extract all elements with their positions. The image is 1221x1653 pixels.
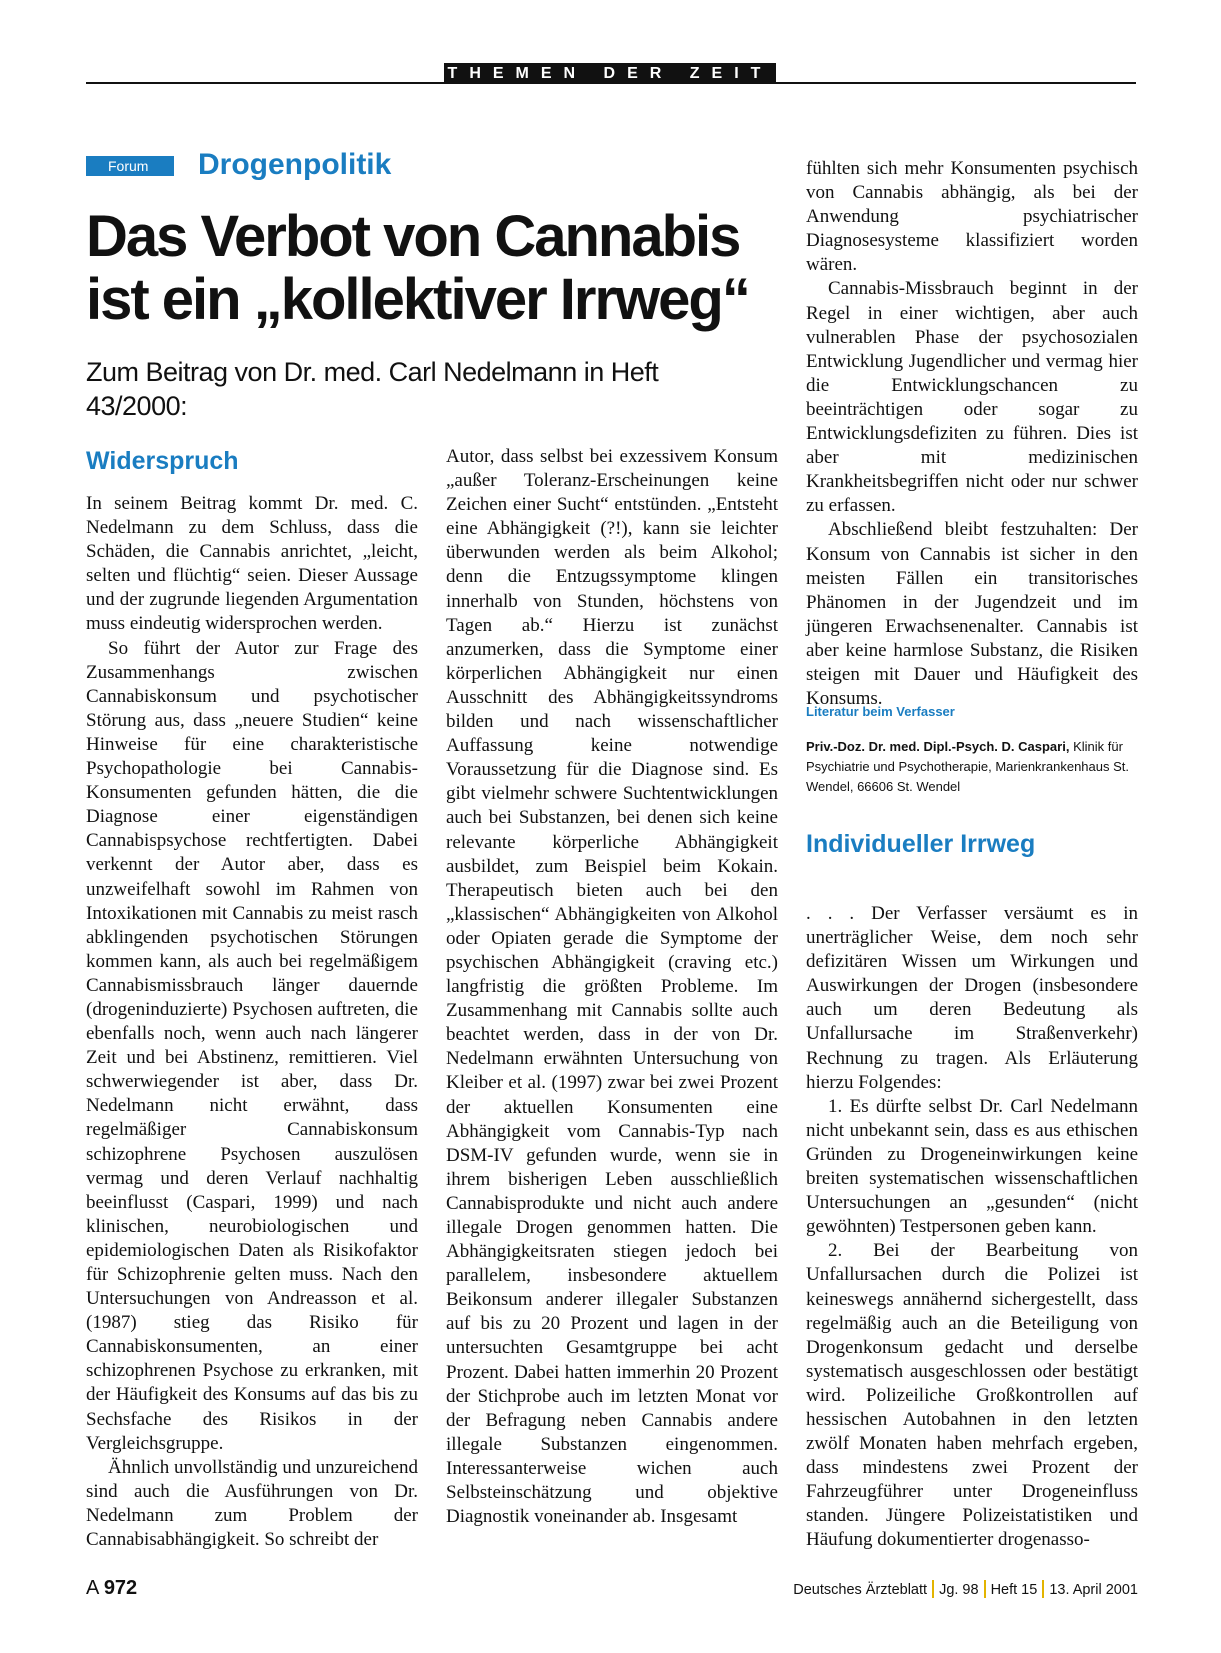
paragraph: So führt der Autor zur Frage des Zusammenhangs zwischen Cannabiskonsum und psychotischer Störung aus, dass „neuere Studien“ keine Hinweise für eine charakteristische Psychopathologie bei Cannabis-Konsumenten gefunden hätten, die die Diagnose einer eigenständigen Cannabispsychose rechtfertigten. Dabei verkennt der Autor aber, dass es unzweifelhaft sowohl im Rahmen von Intoxikationen mit Cannabis zu meist rasch abklingenden psychotischen Störungen kommen kann, als auch bei regelmäßigem Cannabismissbrauch länger dauernde (drogeninduzierte) Psychosen auftreten, die ebenfalls noch, wenn auch nach längerer Zeit und bei Abstinenz, remittieren. Viel schwerwiegender ist aber, dass Dr. Nedelmann nicht erwähnt, dass regelmäßiger Cannabiskonsum schizophrene Psychosen auszulösen vermag und deren Verlauf nachhaltig beeinflusst (Caspari, 1999) und nach klinischen, neurobiologischen und epidemiologischen Daten als Risikofaktor für Schizophrenie gelten muss. Nach den Untersuchungen von Andreasson et al. (1987) stieg das Risiko für Cannabiskonsumenten, an einer schizophrenen Psychose zu erkranken, mit der Häufigkeit des Konsums auf das bis zu Sechsfache des Risikos in der Vergleichsgruppe. [86,637,418,1454]
divider [984,1580,986,1598]
section-badge: THEMEN DER ZEIT [444,63,776,84]
author-name: Priv.-Doz. Dr. med. Dipl.-Psych. D. Caspari, [806,739,1070,754]
forum-tag: Forum [86,156,174,176]
paragraph: Autor, dass selbst bei exzessivem Konsum „außer Toleranz-Erscheinungen keine Zeichen einer Sucht“ entstünden. „Entsteht eine Abhängigkeit (?!), kann sie leichter überwunden werden als beim Alkohol; denn die Entzugssymptome klingen innerhalb von Stunden, höchstens von Tagen ab.“ Hierzu ist zunächst anzumerken, dass die Symptome einer körperlichen Abhängigkeit nur einen Ausschnitt des Abhängigkeitssyndroms bilden und nach wissenschaftlicher Auffassung keine notwendige Voraussetzung für die Diagnose sind. Es gibt vielmehr schwere Suchtentwicklungen auch bei Substanzen, bei denen sich keine relevante körperliche Abhängigkeit ausbildet, zum Beispiel beim Kokain. Therapeutisch bieten auch bei den „klassischen“ Abhängigkeiten von Alkohol oder Opiaten gerade die Symptome der psychischen Abhängigkeit (craving etc.) langfristig die größten Probleme. Im Zusammenhang mit Cannabis sollte auch beachtet werden, dass in der von Dr. Nedelmann erwähnten Untersuchung von Kleiber et al. (1997) zwar bei zwei Prozent der aktuellen Konsumenten eine Abhängigkeit vom Cannabis-Typ nach DSM-IV gefunden wurde, wenn sie in ihrem bisherigen Leben ausschließlich Cannabisprodukte und nicht auch andere illegale Drogen genommen hatten. Die Abhängigkeitsraten stiegen jedoch bei parallelem, insbesondere aktuellem Beikonsum anderer illegaler Substanzen auf bis zu 20 Prozent und lagen in der untersuchten Gesamtgruppe bei acht Prozent. Dabei hatten immerhin 20 Prozent der Stichprobe auch im letzten Monat vor der Befragung neben Cannabis andere illegale Substanzen eingenommen. Interessanterweise wichen auch Selbsteinschätzung und objektive Diagnostik voneinander ab. Insgesamt [446,446,778,1528]
page-number [86,1577,137,1600]
letter1-heading: Widerspruch [86,447,239,475]
paragraph: . . . Der Verfasser versäumt es in unerträglicher Weise, dem noch sehr defizitären Wissen um Wirkungen und Auswirkungen der Drogen (insbesondere auch um deren Bedeutung als Unfallursache im Straßenverkehr) Rechnung zu tragen. Als Erläuterung hierzu Folgendes: [806,903,1138,1093]
headline: Das Verbot von Cannabis ist ein „kollektiver Irrweg“ [86,204,749,332]
divider [932,1580,934,1598]
column-3-bottom [806,902,1138,1553]
letter2-heading: Individueller Irrweg [806,830,1036,858]
section-title: Drogenpolitik [198,148,392,181]
paragraph: 2. Bei der Bearbeitung von Unfallursachen durch die Polizei ist keineswegs annähernd sichergestellt, dass regelmäßig auch an die Beteiligung von Drogenkonsum gedacht und derselbe systematisch ausgeschlossen oder bestätigt wird. Polizeiliche Großkontrollen auf hessischen Autobahnen in den letzten zwölf Monaten haben mehrfach ergeben, dass mindestens zwei Prozent der Fahrzeugführer unter Drogeneinfluss standen. Jüngere Polizeistatistiken und Häufung dokumentierter drogenasso- [806,1240,1138,1551]
paragraph: In seinem Beitrag kommt Dr. med. C. Nedelmann zu dem Schluss, dass die Schäden, die Cannabis anrichtet, „leicht, selten und flüchtig“ seien. Dieser Aussage und der zugrunde liegenden Argumentation muss eindeutig widersprochen werden. [86,493,418,635]
paragraph: Abschließend bleibt festzuhalten: Der Konsum von Cannabis ist sicher in den meisten Fällen ein transitorisches Phänomen in der Jugendzeit und im jüngeren Erwachsenenalter. Cannabis ist aber keine harmlose Substanz, die Risiken steigen mit Dauer und Häufigkeit des Konsums. [806,519,1138,710]
paragraph: Cannabis-Missbrauch beginnt in der Regel in einer wichtigen, aber auch vulnerablen Phase der psychosozialen Entwicklung Jugendlicher und vermag hier die Entwicklungschancen zu beeinträchtigen oder sogar zu Entwicklungsdefiziten zu führen. Dies ist aber mit medizinischen Krankheitsbegriffen nicht oder nur schwer zu erfassen. [806,278,1138,517]
journal-name: Deutsches Ärzteblatt [793,1582,928,1598]
page-prefix: A [86,1577,99,1599]
column-3-top [806,157,1138,711]
paragraph: 1. Es dürfte selbst Dr. Carl Nedelmann nicht unbekannt sein, dass es aus ethischen Gründen zu Drogeneinwirkungen keine breiten systematischen wissenschaftlichen Untersuchungen an „gesunden“ (nicht gewöhnten) Testpersonen geben kann. [806,1095,1138,1238]
divider [1042,1580,1044,1598]
paragraph: Ähnlich unvollständig und unzureichend sind auch die Ausführungen von Dr. Nedelmann zum Problem der Cannabisabhängigkeit. So schreibt der [86,1456,418,1551]
journal-volume: Jg. 98 [939,1582,979,1598]
paragraph: fühlten sich mehr Konsumenten psychisch von Cannabis abhängig, als bei der Anwendung psychiatrischer Diagnosesysteme klassifiziert worden wären. [806,158,1138,276]
journal-footer [793,1580,1138,1598]
journal-date: 13. April 2001 [1049,1582,1138,1598]
page-num: 972 [103,1577,138,1599]
column-1 [86,492,418,1552]
column-2 [446,445,778,1529]
literature-note: Literatur beim Verfasser [806,704,955,719]
author-affiliation: Klinik für Psychiatrie und Psychotherapie, Marienkrankenhaus St. Wendel, 66606 St. Wendel [806,739,1130,794]
journal-issue: Heft 15 [990,1582,1038,1598]
author-signature [806,737,1138,797]
subheadline: Zum Beitrag von Dr. med. Carl Nedelmann in Heft 43/2000: [86,357,659,421]
